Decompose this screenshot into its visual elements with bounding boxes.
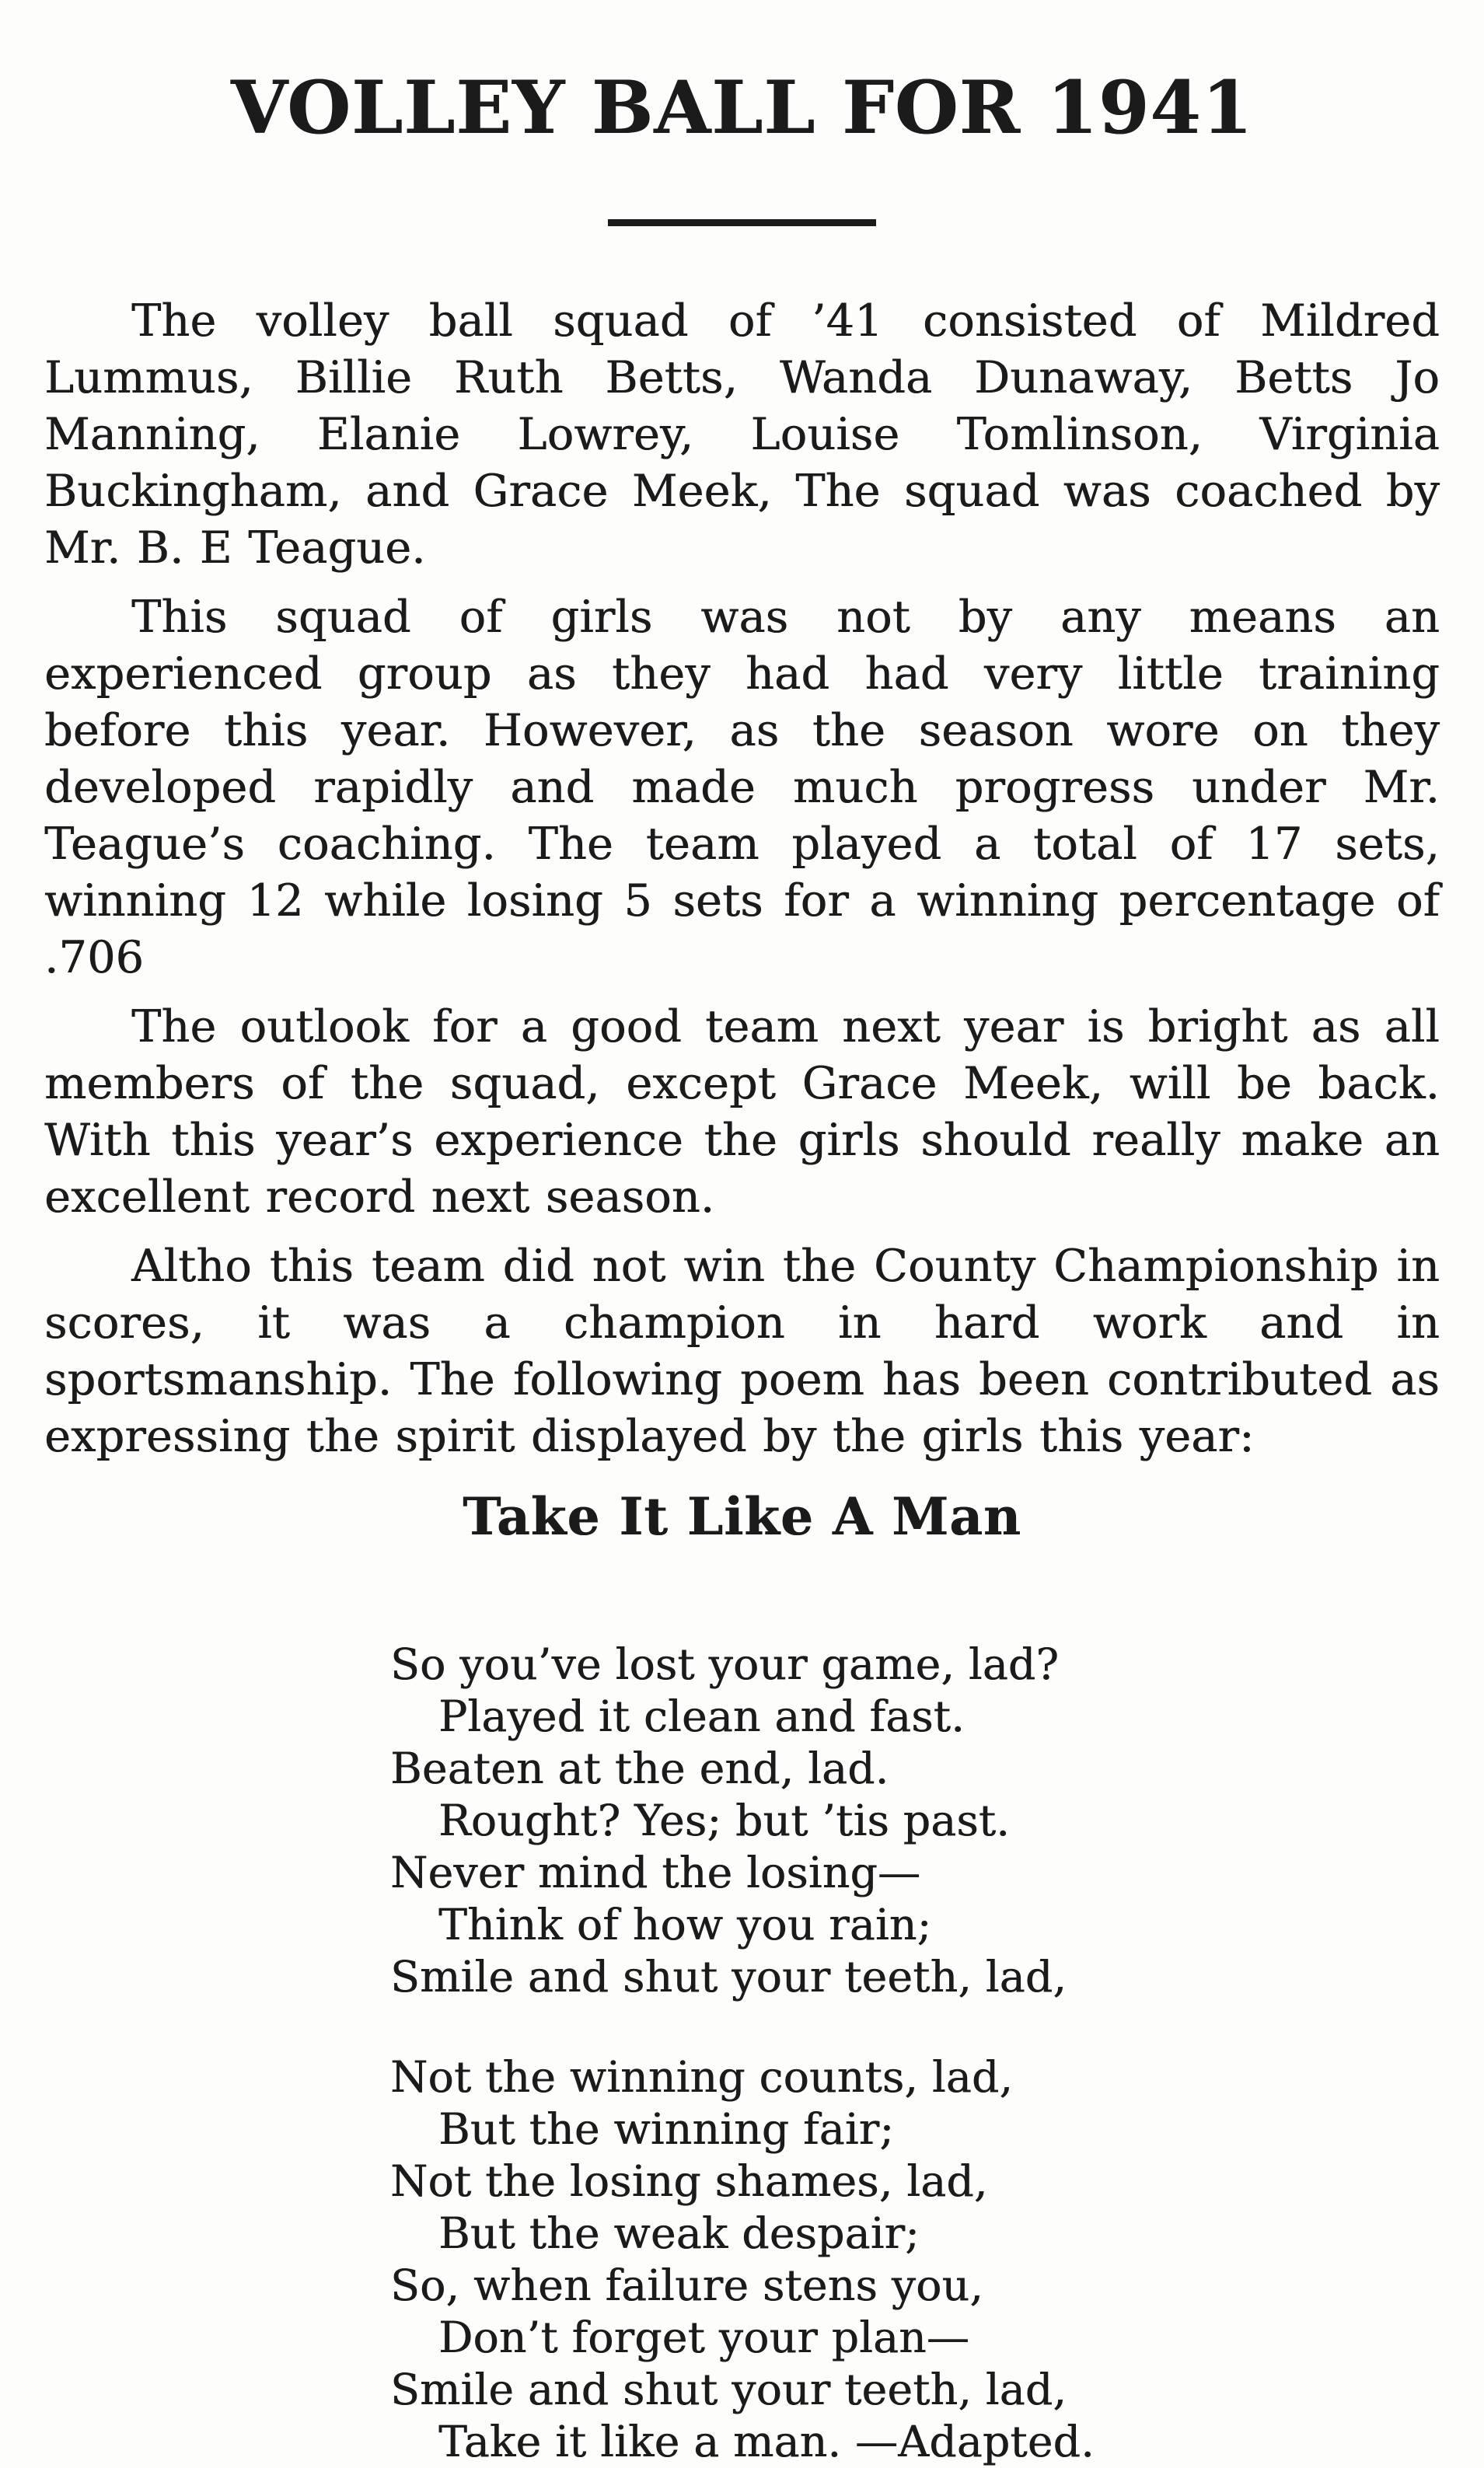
page-title: VOLLEY BALL FOR 1941: [230, 65, 1254, 151]
poem-line: Smile and shut your teeth, lad,: [390, 2364, 1067, 2414]
poem-line: So you’ve lost your game, lad?: [390, 1639, 1060, 1689]
poem-stanza-1: [390, 1639, 1440, 2003]
poem-line: Not the losing shames, lad,: [390, 2156, 988, 2206]
poem-stanza-2: [390, 2051, 1440, 2468]
paragraph-sportsmanship-intro: Altho this team did not win the County Championship in scores, it was a champion in hard work and in sportsmanship. The following poem has been contributed as expressing the spirit displayed by the girls this year:: [44, 1241, 1440, 1462]
poem-line: But the winning fair;: [438, 2103, 895, 2154]
poem-line: So, when failure stens you,: [390, 2260, 983, 2310]
poem-title: Take It Like A Man: [463, 1486, 1021, 1547]
poem-line: But the weak despair;: [438, 2208, 920, 2258]
poem: [390, 1639, 1440, 2468]
poem-line: Played it clean and fast.: [438, 1691, 965, 1741]
poem-line: Take it like a man. —Adapted.: [438, 2416, 1095, 2466]
poem-line: Don’t forget your plan—: [438, 2312, 970, 2362]
paragraph-season-record: This squad of girls was not by any means an experienced group as they had had very little training before this year. However, as the season wore on they developed rapidly and made much progress under Mr. Teague’s coaching. The team played a total of 17 sets, winning 12 while losing 5 sets for a winning percentage of .706: [44, 592, 1440, 983]
poem-line: Think of how you rain;: [438, 1899, 932, 1950]
poem-line: Never mind the losing—: [390, 1847, 921, 1897]
divider-rule: [608, 219, 876, 226]
poem-line: Not the winning counts, lad,: [390, 2051, 1014, 2102]
poem-line: Beaten at the end, lad.: [390, 1743, 889, 1793]
paragraph-squad-roster: The volley ball squad of ’41 consisted of Mildred Lummus, Billie Ruth Betts, Wanda Dunaway, Betts Jo Manning, Elanie Lowrey, Louise Tomlinson, Virginia Buckingham, and Grace Meek, The squad was coached by Mr. B. E Teague.: [44, 295, 1440, 574]
paragraph-next-year-outlook: The outlook for a good team next year is bright as all members of the squad, except Grace Meek, will be back. With this year’s experience the girls should really make an excellent record next season.: [44, 1001, 1440, 1223]
poem-line: Rought? Yes; but ’tis past.: [438, 1795, 1010, 1845]
poem-line: Smile and shut your teeth, lad,: [390, 1951, 1067, 2002]
